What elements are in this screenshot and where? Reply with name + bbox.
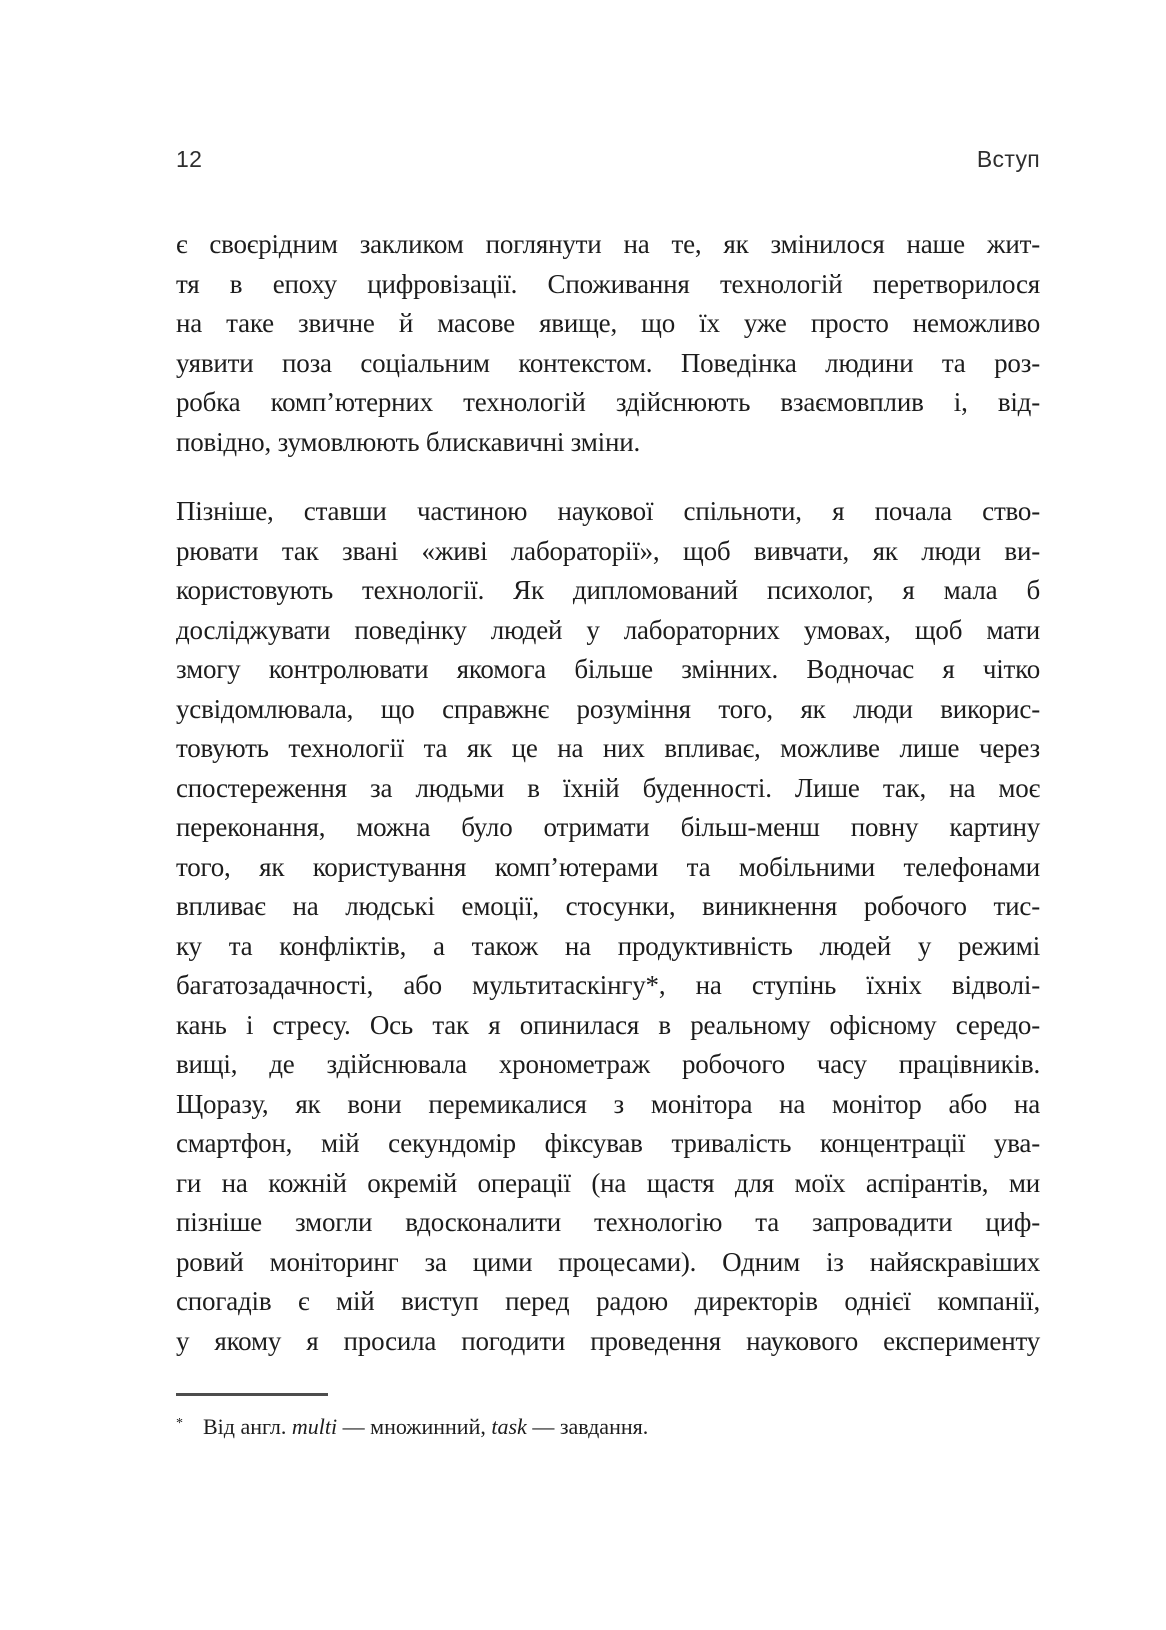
- body-line: Пізніше, ставши частиною наукової спільноти, я почала ство-: [176, 496, 1040, 526]
- footnote-seg: — завдання.: [526, 1414, 649, 1439]
- body-line: спогадів є мій виступ перед радою директорів однієї компанії,: [176, 1286, 1040, 1316]
- body-line: ку та конфліктів, а також на продуктивність людей у режимі: [176, 930, 1040, 961]
- body-line: того, як користування комп’ютерами та мобільними телефонами: [176, 851, 1040, 882]
- body-line: Щоразу, як вони перемикалися з монітора на монітор або на: [176, 1088, 1040, 1119]
- paragraph-2: [176, 492, 1040, 1361]
- body-line: змогу контролювати якомога більше змінних. Водночас я чітко: [176, 654, 1040, 684]
- body-line: користовують технології. Як дипломований психолог, я мала б: [176, 575, 1040, 605]
- body-line: повідно, зумовлюють блискавичні зміни.: [176, 426, 640, 457]
- footnote-term-multi: multi: [291, 1414, 338, 1439]
- body-line: пізніше змогли вдосконалити технологію та запровадити циф-: [176, 1207, 1040, 1237]
- body-line: ги на кожній окремій операції (на щастя для моїх аспірантів, ми: [176, 1167, 1040, 1198]
- paragraph-1: [176, 225, 1040, 462]
- page-number: 12: [176, 146, 203, 172]
- body-line: на таке звичне й масове явище, що їх уже просто неможливо: [176, 308, 1040, 338]
- body-line: уявити поза соціальним контекстом. Поведінка людини та роз-: [176, 347, 1040, 378]
- body-line: усвідомлювала, що справжнє розуміння того, як люди викорис-: [176, 693, 1040, 724]
- body-text: [176, 225, 1040, 1361]
- footnote-seg: Від англ.: [203, 1414, 292, 1439]
- footnote-marker: *: [176, 1416, 183, 1431]
- body-line: у якому я просила погодити проведення наукового експерименту: [176, 1325, 1040, 1356]
- footnote: [176, 1393, 1040, 1441]
- body-line: є своєрідним закликом поглянути на те, як змінилося наше жит-: [176, 229, 1040, 259]
- page-header: [176, 148, 1040, 171]
- body-line: вищі, де здійснювала хронометраж робочого часу працівників.: [176, 1049, 1040, 1079]
- body-line: товують технології та як це на них впливає, можливе лише через: [176, 733, 1040, 763]
- body-line: робка комп’ютерних технологій здійснюють взаємовплив і, від-: [176, 387, 1040, 417]
- body-line: досліджувати поведінку людей у лабораторних умовах, щоб мати: [176, 614, 1040, 645]
- footnote-rule: [176, 1393, 328, 1396]
- body-line: впливає на людські емоції, стосунки, виникнення робочого тис-: [176, 891, 1040, 921]
- body-line: смартфон, мій секундомір фіксував тривалість концентрації ува-: [176, 1128, 1040, 1158]
- body-line-with-footnote-ref: багатозадачності, або мультитаскінгу*, на ступінь їхніх відволі-: [176, 970, 1040, 1000]
- body-line: ровий моніторинг за цими процесами). Одним із найяскравіших: [176, 1246, 1040, 1277]
- body-line: переконання, можна було отримати більш-менш повну картину: [176, 812, 1040, 842]
- body-line: кань і стресу. Ось так я опинилася в реальному офісному середо-: [176, 1009, 1040, 1040]
- footnote-text: [176, 1410, 1040, 1441]
- body-line: рювати так звані «живі лабораторії», щоб вивчати, як люди ви-: [176, 535, 1040, 566]
- body-line: спостереження за людьми в їхній буденності. Лише так, на моє: [176, 772, 1040, 803]
- footnote-seg: — множинний,: [337, 1414, 492, 1439]
- section-title: Вступ: [976, 146, 1040, 172]
- footnote-term-task: task: [491, 1414, 527, 1439]
- body-line: тя в епоху цифровізації. Споживання технологій перетворилося: [176, 268, 1040, 299]
